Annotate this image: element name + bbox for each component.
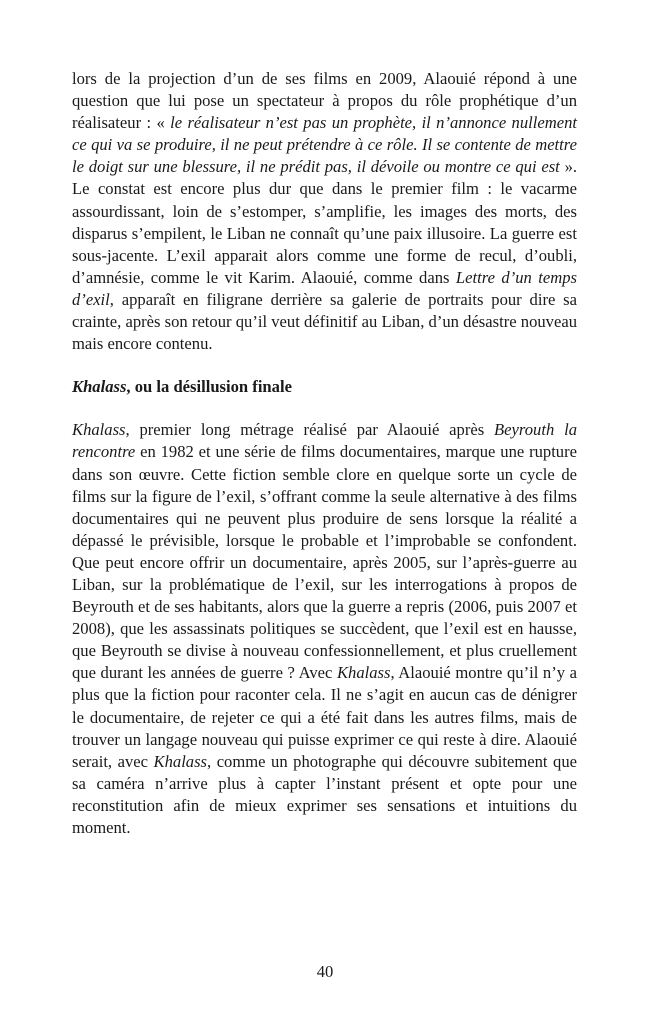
section-heading <box>72 376 577 398</box>
paragraph-2-text-c: , Alaouié montre qu’il n’y a plus que la fiction pour raconter cela. Il ne s’agit en aucun cas de dénigrer le documentaire, de rejeter ce qui a été fait dans les autres films, mais de trouver un langage nouveau qui puisse exprimer ce qui reste à dire. Alaouié serait, avec <box>72 663 577 771</box>
page-body <box>72 68 577 839</box>
film-title-beyrouth: Beyrouth la rencontre <box>72 420 578 462</box>
paragraph-2-text-a: , premier long métrage réalisé par Alaouié après <box>125 420 495 440</box>
paragraph-1-text-c: , apparaît en filigrane derrière sa galerie de portraits pour dire sa crainte, après son retour qu’il veut définitif au Liban, d’un désastre nouveau mais encore contenu. <box>72 289 577 354</box>
paragraph-2-text-b: en 1982 et une série de films documentaires, marque une rupture dans son œuvre. Cette fiction semble clore en quelque sorte un cycle de films sur la figure de l’exil, s’offrant comme la seule alternative à des films documentaires qui ne peuvent plus produire de sens lorsque la réalité a dépassé le prévisible, lorsque le probable et l’improbable se confondent. Que peut encore offrir un documentaire, après 2005, sur l’après-guerre au Liban, sur la problématique de l’exil, sur les interrogations à propos de Beyrouth et de ses habitants, alors que la guerre a repris (2006, puis 2007 et 2008), que les assassinats politiques se succèdent, que l’exil est en hausse, que Beyrouth se divise à nouveau confessionnellement, et plus cruellement que durant les années de guerre ? Avec <box>72 442 577 683</box>
section-heading-subtitle: , ou la désillusion finale <box>126 377 292 397</box>
section-heading-title: Khalass <box>72 377 127 397</box>
page-number: 40 <box>316 962 334 981</box>
paragraph-2-text-d: , comme un photographe qui découvre subitement que sa caméra n’arrive plus à capter l’instant présent et opte pour une reconstitution afin de mieux exprimer ses sensations et intuitions du moment. <box>72 751 577 837</box>
film-title-khalass-3: Khalass <box>153 751 208 771</box>
film-title-khalass-2: Khalass <box>336 663 391 683</box>
film-title-khalass-1: Khalass <box>72 420 126 440</box>
paragraph-2 <box>72 419 577 839</box>
paragraph-1 <box>72 68 577 355</box>
paragraph-1-text-b: ». Le constat est encore plus dur que dans le premier film : le vacarme assourdissant, loin de s’estomper, s’amplifie, les images des morts, des disparus s’empilent, le Liban ne connaît qu’une paix illusoire. La guerre est sous-jacente. L’exil apparait alors comme une forme de recul, d’oubli, d’amnésie, comme le vit Karim. Alaouié, comme dans <box>72 157 578 287</box>
film-title-lettre: Lettre d’un temps d’exil <box>72 267 577 309</box>
paragraph-1-text-a: lors de la projection d’un de ses films en 2009, Alaouié répond à une question que lui pose un spectateur à propos du rôle prophétique d’un réalisateur : « <box>72 69 577 133</box>
director-quote: le réalisateur n’est pas un prophète, il n’annonce nullement ce qui va se produire, il ne peut prétendre à ce rôle. Il se contente de mettre le doigt sur une blessure, il ne prédit pas, il dévoile ou montre ce qui est <box>72 113 577 177</box>
